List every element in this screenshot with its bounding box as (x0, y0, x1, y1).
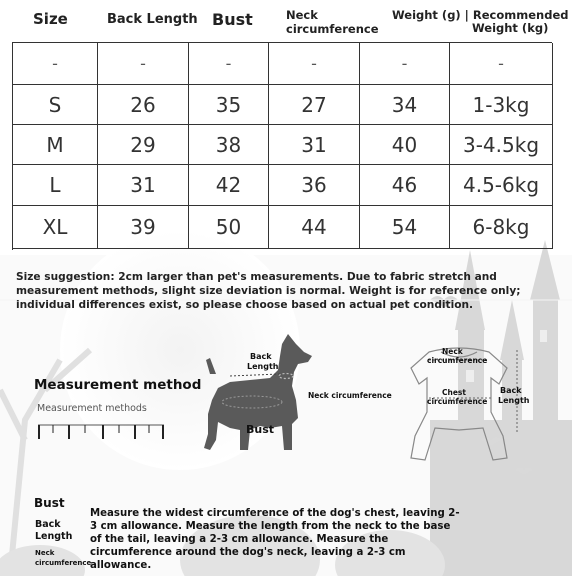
header-bust: Bust (212, 10, 253, 29)
table-cell: - (189, 43, 269, 85)
header-neck-line1: Neck (286, 8, 318, 22)
header-weight-line1: Weight (g) | Recommended (392, 8, 569, 22)
garment-chest-label-2: circumference (427, 397, 488, 406)
header-size: Size (33, 10, 68, 28)
table-cell: 1-3kg (450, 85, 553, 125)
table-cell: - (269, 43, 360, 85)
legend-neck-label-1: Neck (35, 549, 55, 557)
dog-silhouette-icon (200, 330, 320, 460)
dog-back-length-label-1: Back (250, 352, 272, 361)
garment-chest-label-1: Chest (442, 388, 466, 397)
table-cell: S (13, 85, 98, 125)
dog-neck-label: Neck circumference (308, 391, 392, 400)
table-cell: 35 (189, 85, 269, 125)
legend-back-label-1: Back (35, 519, 61, 530)
table-cell: L (13, 165, 98, 206)
table-cell: 4.5-6kg (450, 165, 553, 206)
table-cell: 39 (98, 206, 189, 249)
table-cell: 40 (360, 125, 450, 165)
table-cell: 44 (269, 206, 360, 249)
table-cell: 27 (269, 85, 360, 125)
garment-neck-label-1: Neck (442, 347, 463, 356)
table-cell: 42 (189, 165, 269, 206)
measurement-method-title: Measurement method (34, 377, 202, 393)
table-cell: - (360, 43, 450, 85)
table-cell: 29 (98, 125, 189, 165)
table-cell: 31 (269, 125, 360, 165)
measurement-methods-subtitle: Measurement methods (37, 403, 147, 414)
garment-back-label-2: Length (498, 396, 530, 405)
table-cell: 46 (360, 165, 450, 206)
garment-neck-label-2: circumference (427, 356, 488, 365)
table-cell: 3-4.5kg (450, 125, 553, 165)
header-back-length: Back Length (107, 12, 198, 27)
table-cell: XL (13, 206, 98, 249)
dog-bust-label: Bust (246, 423, 275, 436)
table-cell: - (13, 43, 98, 85)
table-cell: 6-8kg (450, 206, 553, 249)
tape-measure-icon (37, 421, 165, 441)
legend-bust-label: Bust (34, 496, 65, 510)
table-cell: M (13, 125, 98, 165)
size-suggestion-note: Size suggestion: 2cm larger than pet's measurements. Due to fabric stretch and measurement methods, slight size deviation is normal. Weight is for reference only; individual differences exist, so please choose based on actual pet condition. (16, 271, 521, 311)
table-cell: 50 (189, 206, 269, 249)
table-cell: - (450, 43, 553, 85)
table-cell: 34 (360, 85, 450, 125)
table-cell: 26 (98, 85, 189, 125)
table-cell: 36 (269, 165, 360, 206)
garment-back-label-1: Back (500, 386, 522, 395)
header-weight-line2: Weight (kg) (472, 21, 549, 35)
table-cell: 38 (189, 125, 269, 165)
legend-neck-label-2: circumference (35, 559, 92, 567)
table-cell: 31 (98, 165, 189, 206)
table-cell: - (98, 43, 189, 85)
size-table (12, 42, 552, 250)
legend-back-label-2: Length (35, 531, 73, 542)
table-cell: 54 (360, 206, 450, 249)
dog-back-length-label-2: Length (247, 362, 279, 371)
header-neck-line2: circumference (286, 22, 379, 36)
measurement-description: Measure the widest circumference of the dog's chest, leaving 2-3 cm allowance. Measure the length from the neck to the base of the tail, leaving a 2-3 cm allowance. Measure the circumference around the dog's neck, leaving a 2-3 cm allowance. (90, 508, 460, 571)
